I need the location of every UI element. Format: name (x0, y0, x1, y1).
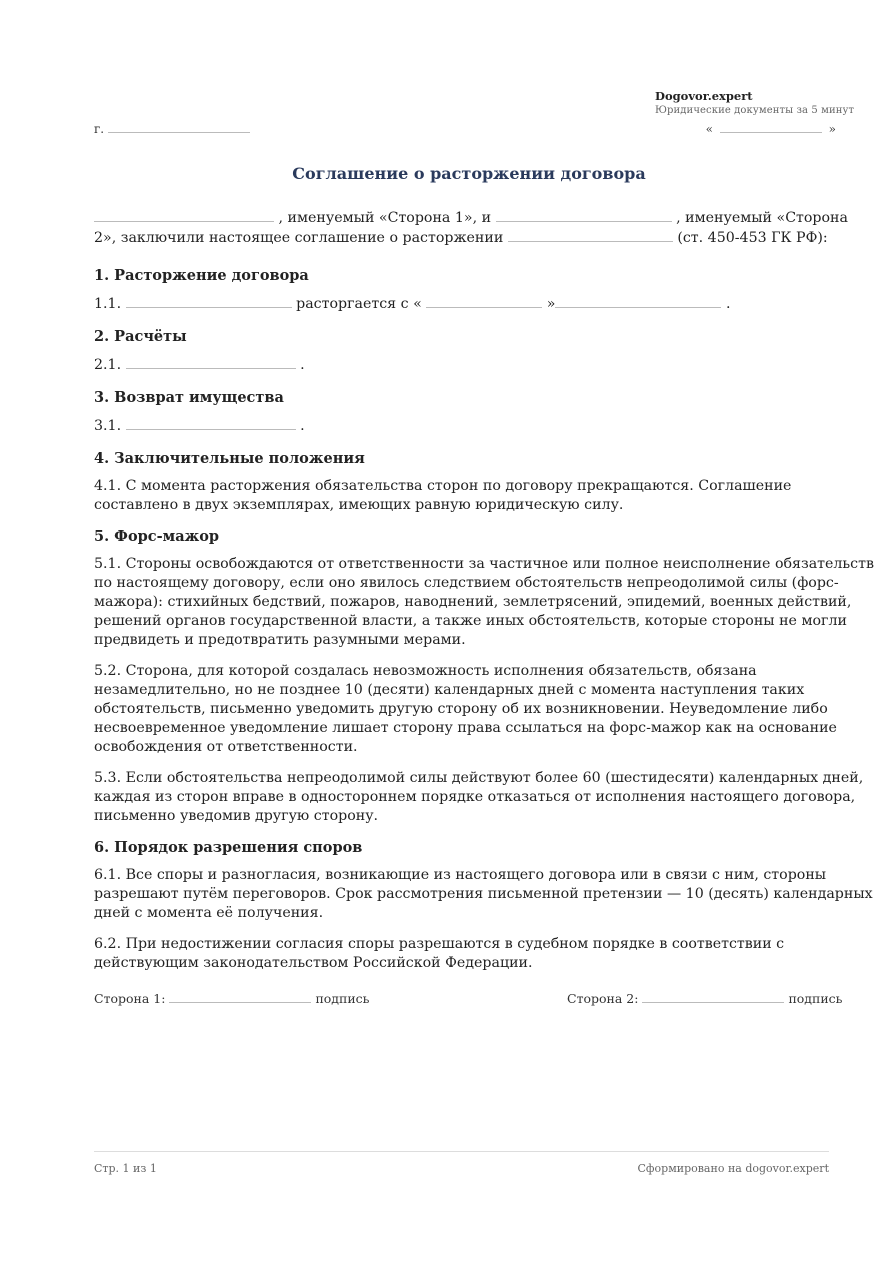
section-heading-3: 3. Возврат имущества (94, 389, 284, 406)
contract-blank (508, 228, 673, 242)
settlement-blank (126, 355, 296, 369)
clause-2-1 (94, 355, 874, 375)
party1-signature-blank (169, 989, 311, 1003)
document-title: Соглашение о расторжении договора (292, 164, 646, 183)
party1-blank (94, 208, 274, 222)
clause-number: 1.1. (94, 296, 122, 312)
intro-text-3: заключили настоящее соглашение о расторжении (120, 230, 504, 246)
clause-number: 2.1. (94, 357, 122, 373)
document-body (94, 208, 874, 985)
brand-name: Dogovor.expert (655, 89, 753, 103)
date-blank (720, 119, 822, 133)
section-heading-6: 6. Порядок разрешения споров (94, 839, 363, 856)
section-heading-4: 4. Заключительные положения (94, 450, 365, 467)
section-heading-2: 2. Расчёты (94, 328, 187, 345)
section-heading-1: 1. Расторжение договора (94, 267, 309, 284)
clause-end: . (300, 357, 305, 373)
clause-5-3: 5.3. Если обстоятельства непреодолимой силы действуют более 60 (шестидесяти) календарных дней, каждая из сторон вправе в одностороннем порядке отказаться от исполнения настоящего договора, письменно уведомив другую сторону. (94, 770, 864, 824)
city-blank (108, 119, 250, 133)
intro-text-1: , именуемый «Сторона 1», и (278, 210, 492, 226)
party2-sign-word: подпись (788, 991, 843, 1006)
date-open-quote: « (705, 122, 713, 136)
clause-6-1: 6.1. Все споры и разногласия, возникающие из настоящего договора или в связи с ним, стороны разрешают путём переговоров. Срок рассмотрения письменной претензии — 10 (десять) календарных дней с момента её получения. (94, 867, 873, 921)
clause-5-2: 5.2. Сторона, для которой создалась невозможность исполнения обязательств, обязана незамедлительно, но не позднее 10 (десяти) календарных дней с момента наступления таких обстоятельств, письменно уведомить другую сторону об их возникновении. Неуведомление либо несвоевременное уведомление лишает сторону права ссылаться на форс-мажор как на основание освобождения от ответственности. (94, 663, 837, 755)
intro-text-2: , именуемый «Сторона 2», (94, 210, 848, 246)
termination-month-blank (555, 294, 721, 308)
brand-block (655, 88, 885, 118)
party2-signature-label: Сторона 2: (567, 991, 639, 1006)
clause-1-1 (94, 294, 874, 314)
city-label: г. (94, 122, 105, 136)
footer-divider (94, 1151, 829, 1152)
brand-tagline: Юридические документы за 5 минут (655, 105, 855, 116)
clause-number: 3.1. (94, 418, 122, 434)
party1-signature-label: Сторона 1: (94, 991, 166, 1006)
party2-signature-blank (642, 989, 784, 1003)
party1-sign-word: подпись (315, 991, 370, 1006)
clause-3-1 (94, 416, 874, 436)
intro-text-4: (ст. 450-453 ГК РФ): (677, 230, 828, 246)
date-close-quote: » (828, 122, 836, 136)
termination-day-blank (426, 294, 542, 308)
property-return-blank (126, 416, 296, 430)
clause-end: . (725, 296, 731, 312)
generated-note: Сформировано на dogovor.expert (637, 1162, 829, 1175)
party2-blank (496, 208, 672, 222)
clause-end: . (300, 418, 305, 434)
page-number: Стр. 1 из 1 (94, 1162, 157, 1175)
intro-paragraph (94, 208, 874, 248)
close-quote: » (546, 296, 556, 312)
clause-6-2: 6.2. При недостижении согласия споры разрешаются в судебном порядке в соответствии с действующим законодательством Российской Федерации. (94, 936, 785, 971)
contract-name-blank (126, 294, 292, 308)
city-date-line (94, 119, 836, 137)
city-field (94, 119, 250, 136)
clause-text: расторгается с « (296, 296, 422, 312)
signature-line (94, 989, 854, 1009)
section-heading-5: 5. Форс-мажор (94, 528, 220, 545)
date-field (706, 119, 836, 136)
clause-4-1: 4.1. С момента расторжения обязательства сторон по договору прекращаются. Соглашение составлено в двух экземплярах, имеющих равную юридическую силу. (94, 478, 792, 513)
party2-signature (567, 989, 842, 1006)
party1-signature (94, 989, 369, 1006)
clause-5-1: 5.1. Стороны освобождаются от ответственности за частичное или полное неисполнение обязательств по настоящему договору, если оно явилось следствием обстоятельств непреодолимой силы (форс-мажора): стихийных бедствий, пожаров, наводнений, землетрясений, эпидемий, военных действий, решений органов государственной власти, а также иных обстоятельств, которые стороны не могли предвидеть и предотвратить разумными мерами. (94, 556, 874, 648)
